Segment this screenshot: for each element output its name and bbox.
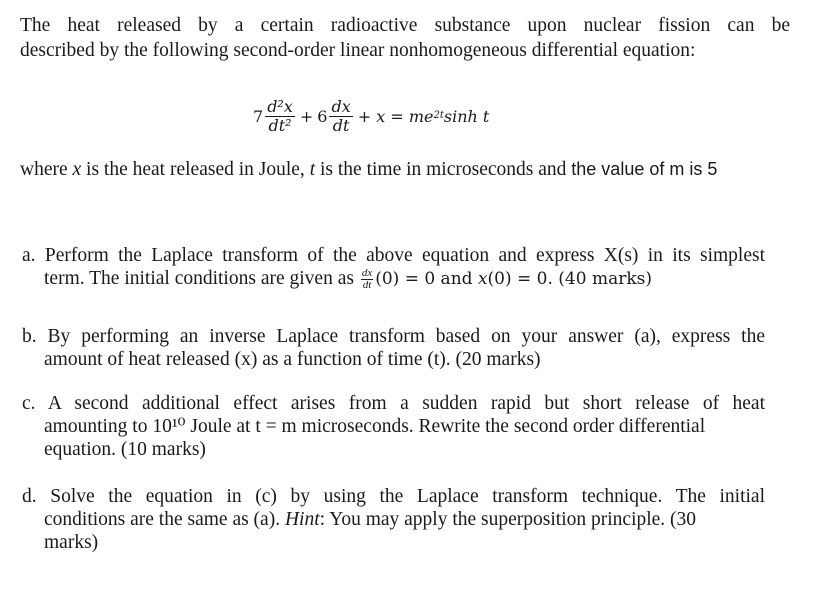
where-text: where [20, 159, 73, 180]
question-label: a. [22, 245, 36, 266]
plus-operator: + [299, 106, 314, 126]
derivative-fraction [361, 268, 373, 291]
fraction-numerator: dx [361, 267, 373, 280]
variable-definition [20, 157, 717, 182]
intro-paragraph [20, 13, 790, 63]
condition-text: (0) = 0. (40 marks) [487, 269, 652, 289]
equation-sinh: sinh t [443, 106, 490, 126]
question-c-line-1 [22, 392, 765, 415]
second-derivative-fraction [265, 98, 295, 135]
fraction-denominator: dt [332, 115, 350, 135]
question-label: b. [22, 326, 37, 347]
question-a-line-1 [22, 244, 765, 267]
question-text: term. The initial conditions are given as [44, 268, 359, 289]
question-d-line-1 [22, 485, 765, 508]
question-d-line-3: marks) [44, 532, 99, 553]
fraction-numerator: d²x [267, 96, 293, 116]
question-b-line-2: amount of heat released (x) as a function of time (t). (20 marks) [44, 349, 541, 370]
question-text: A second additional effect arises from a sudden rapid but short release of heat [47, 393, 765, 414]
question-b [22, 325, 765, 371]
differential-equation: 7 $\frac{\text{d²x}}{\text{dt²}}$ + 6 $\frac{dx}{dt}$ + x = me 2t sinh t [253, 96, 490, 135]
question-label: d. [22, 486, 37, 507]
intro-line-2: described by the following second-order linear nonhomogeneous differential equation: [20, 40, 696, 61]
question-a [22, 244, 765, 291]
where-text: is the time in microseconds and [315, 159, 572, 180]
fraction-numerator: dx [331, 96, 351, 116]
equation-rhs: + x = me [357, 106, 434, 126]
variable-x: x [72, 159, 82, 180]
first-derivative-fraction [329, 98, 352, 135]
intro-line-1: The heat released by a certain radioactive substance upon nuclear fission can be [20, 15, 790, 36]
where-text: is the heat released in Joule, [81, 159, 310, 180]
variable-x: x [477, 269, 488, 289]
equation-coefficient-7: 7 [253, 106, 264, 126]
question-a-line-2 [22, 267, 765, 291]
fraction-denominator: dt² [268, 115, 292, 135]
fraction-denominator: dt [362, 279, 372, 292]
question-c-line-2: amounting to 10¹⁰ Joule at t = m microseconds. Rewrite the second order differential [44, 416, 706, 437]
question-b-line-1 [22, 325, 765, 348]
question-label: c. [22, 393, 36, 414]
question-c-line-3: equation. (10 marks) [44, 439, 206, 460]
equation-coefficient-6: 6 [317, 106, 328, 126]
question-text: conditions are the same as (a). [44, 509, 285, 530]
m-value-note: the value of m is 5 [571, 159, 718, 179]
condition-text: (0) = 0 and [375, 269, 478, 289]
question-text: Perform the Laplace transform of the above equation and express X(s) in its simplest [44, 245, 765, 266]
question-c [22, 392, 765, 461]
question-d-line-2 [22, 508, 765, 531]
variable-t: t [309, 159, 316, 180]
question-text: : You may apply the superposition principle. (30 [319, 509, 697, 530]
question-d [22, 485, 765, 554]
hint-label: Hint [284, 509, 320, 530]
question-text: Solve the equation in (c) by using the Laplace transform technique. The initial [50, 486, 766, 507]
question-text: By performing an inverse Laplace transform based on your answer (a), express the [47, 326, 765, 347]
